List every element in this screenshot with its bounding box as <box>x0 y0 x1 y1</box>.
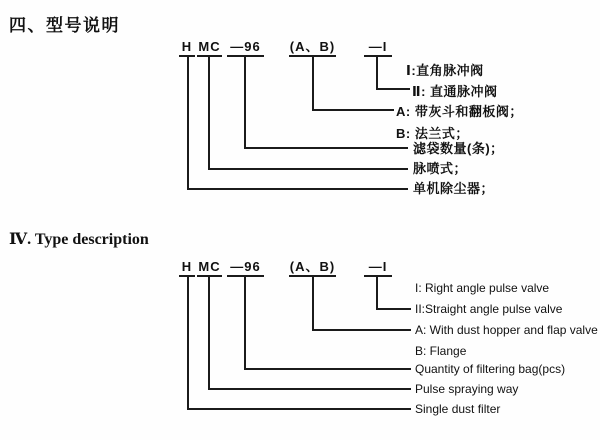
model-code-en-seg-h: H <box>179 260 195 277</box>
connector-line <box>312 57 314 111</box>
connector-line <box>208 388 411 390</box>
connector-line <box>208 57 210 170</box>
label-en-bag-quantity: Quantity of filtering bag(pcs) <box>415 362 566 376</box>
connector-line <box>208 168 408 170</box>
model-code-en-seg-96: —96 <box>227 260 264 277</box>
label-en-single-filter: Single dust filter <box>415 402 501 416</box>
connector-line <box>376 277 378 310</box>
label-cn-valve-i: Ⅰ:直角脉冲阀 <box>406 63 484 78</box>
connector-line <box>244 277 246 370</box>
label-cn-bag-quantity: 滤袋数量(条)； <box>413 141 504 156</box>
connector-line <box>244 57 246 149</box>
label-cn-single-filter: 单机除尘器； <box>413 181 495 196</box>
connector-line <box>376 308 411 310</box>
connector-line <box>312 109 394 111</box>
model-code-cn-seg-ab: (A、B) <box>289 40 336 57</box>
connector-line <box>244 368 411 370</box>
connector-line <box>187 57 189 190</box>
model-code-en-seg-i: —I <box>364 260 392 277</box>
connector-line <box>187 408 411 410</box>
section-en-heading: Ⅳ. Type description <box>9 231 149 248</box>
model-code-en-seg-mc: MC <box>197 260 222 277</box>
connector-line <box>244 147 408 149</box>
model-code-cn-seg-mc: MC <box>197 40 222 57</box>
label-cn-pulse-spray: 脉喷式； <box>413 161 468 176</box>
model-code-cn-seg-i: —I <box>364 40 392 57</box>
connector-line <box>187 277 189 410</box>
label-en-option-b: B: Flange <box>415 344 467 358</box>
connector-line <box>312 277 314 331</box>
connector-line <box>187 188 408 190</box>
connector-line <box>312 329 411 331</box>
model-code-cn-seg-96: —96 <box>227 40 264 57</box>
label-cn-option-b: B: 法兰式； <box>396 126 469 141</box>
label-en-valve-ii: II:Straight angle pulse valve <box>415 302 563 316</box>
connector-line <box>376 88 410 90</box>
model-code-cn-seg-h: H <box>179 40 195 57</box>
section-cn-heading: 四、型号说明 <box>9 16 120 35</box>
label-en-valve-i: I: Right angle pulse valve <box>415 281 550 295</box>
label-en-option-a: A: With dust hopper and flap valve <box>415 323 598 337</box>
label-cn-option-a: A: 带灰斗和翻板阀； <box>396 104 523 119</box>
label-cn-valve-ii: Ⅱ: 直通脉冲阀 <box>412 84 498 99</box>
connector-line <box>208 277 210 390</box>
connector-line <box>376 57 378 90</box>
model-code-en-seg-ab: (A、B) <box>289 260 336 277</box>
label-en-pulse-spray: Pulse spraying way <box>415 382 519 396</box>
